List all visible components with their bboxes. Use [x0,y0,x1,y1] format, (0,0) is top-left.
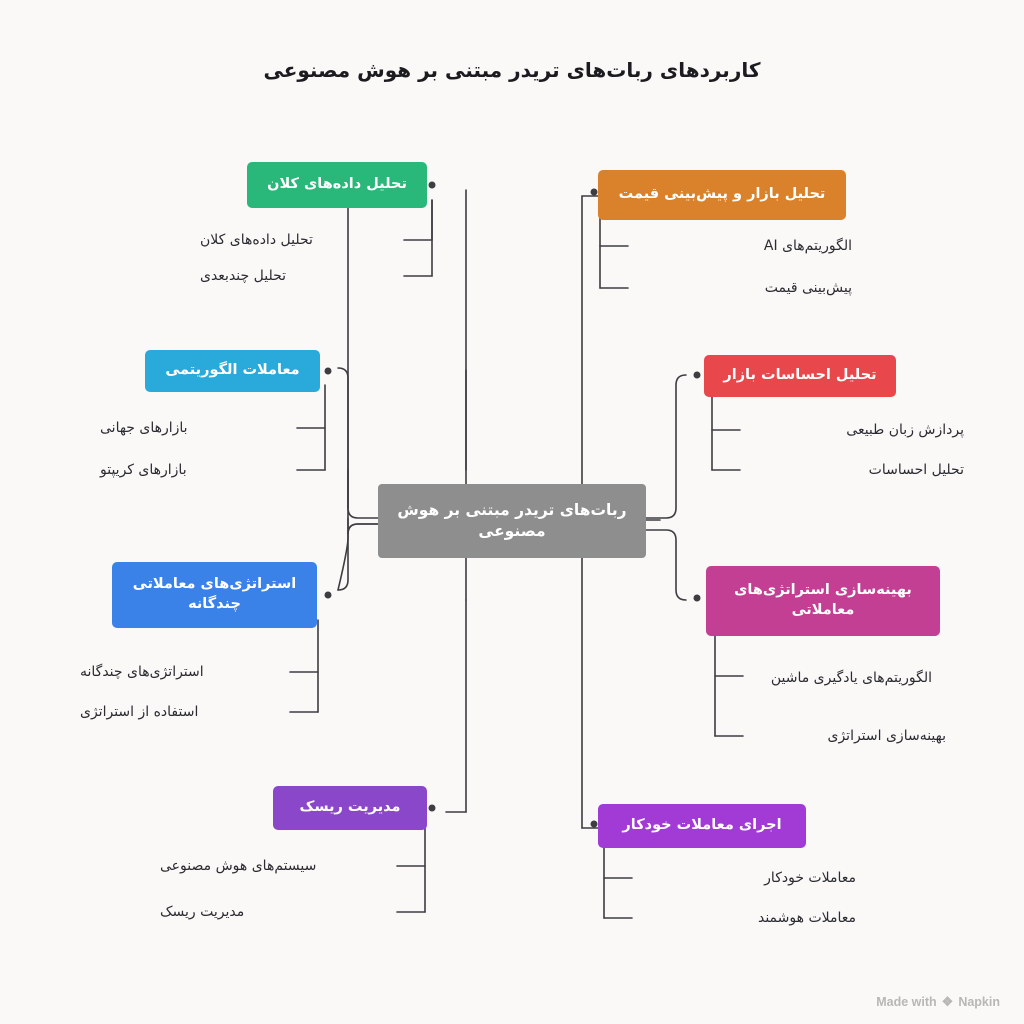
leaf-market-analysis-0: الگوریتم‌های AI [763,237,852,254]
leaf-automated-execution-0: معاملات خودکار [764,869,856,886]
leaf-multi-strategy-1: استفاده از استراتژی [80,703,199,720]
branch-node-strategy-optimization[interactable]: بهینه‌سازی استراتژی‌های معاملاتی [706,566,940,636]
leaf-big-data-analysis-0: تحلیل داده‌های کلان [200,231,313,248]
branch-node-market-analysis[interactable]: تحلیل بازار و پیش‌بینی قیمت [598,170,846,220]
leaf-risk-management-0: سیستم‌های هوش مصنوعی [160,857,317,874]
watermark-prefix: Made with [876,995,937,1009]
branch-node-big-data-analysis[interactable]: تحلیل داده‌های کلان [247,162,427,208]
page-title: کاربردهای ربات‌های تریدر مبتنی بر هوش مصنوعی [263,58,761,82]
napkin-logo-icon: ❖ [941,994,954,1009]
branch-node-algorithmic-trading[interactable]: معاملات الگوریتمی [145,350,320,392]
center-node[interactable]: ربات‌های تریدر مبتنی بر هوش مصنوعی [378,484,646,558]
leaf-strategy-optimization-0: الگوریتم‌های یادگیری ماشین [770,669,932,686]
leaf-strategy-optimization-1: بهینه‌سازی استراتژی [827,727,946,744]
leaf-market-sentiment-1: تحلیل احساسات [868,461,964,478]
leaf-multi-strategy-0: استراتژی‌های چندگانه [80,663,204,680]
leaf-algorithmic-trading-0: بازارهای جهانی [100,419,188,436]
leaf-risk-management-1: مدیریت ریسک [160,903,245,920]
leaf-market-analysis-1: پیش‌بینی قیمت [764,279,852,296]
watermark [876,994,1000,1010]
branch-node-market-sentiment[interactable]: تحلیل احساسات بازار [704,355,896,397]
leaf-big-data-analysis-1: تحلیل چندبعدی [200,267,287,284]
branch-node-automated-execution[interactable]: اجرای معاملات خودکار [598,804,806,848]
branch-node-multi-strategy[interactable]: استراتژی‌های معاملاتی چندگانه [112,562,317,628]
leaf-automated-execution-1: معاملات هوشمند [757,909,856,926]
watermark-brand: Napkin [958,995,1000,1009]
leaf-market-sentiment-0: پردازش زبان طبیعی [846,421,964,438]
branch-node-risk-management[interactable]: مدیریت ریسک [273,786,427,830]
leaf-algorithmic-trading-1: بازارهای کریپتو [100,461,187,478]
